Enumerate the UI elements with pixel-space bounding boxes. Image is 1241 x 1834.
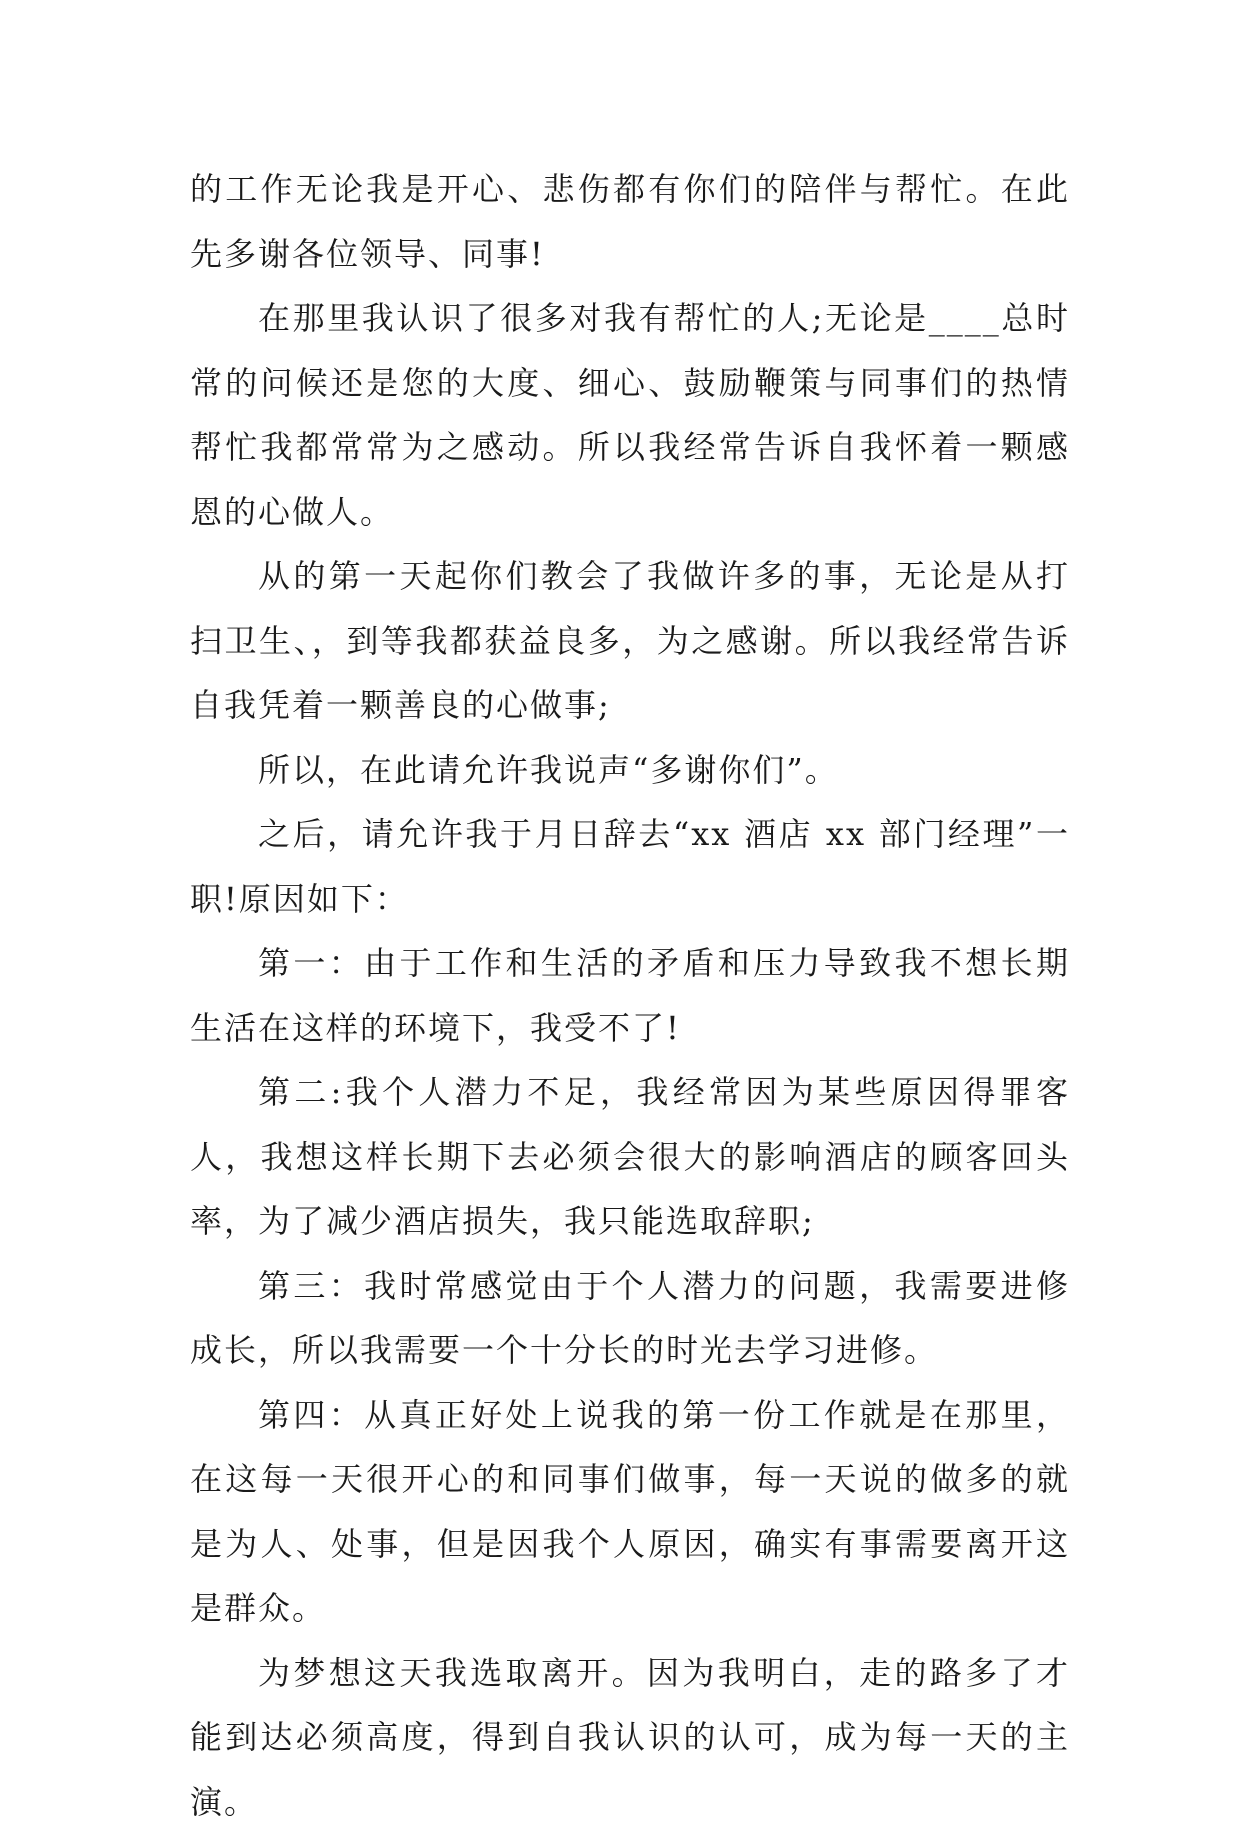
paragraph: 之后，请允许我于月日辞去“xx 酒店 xx 部门经理”一职!原因如下：: [190, 802, 1070, 931]
paragraph: 第一：由于工作和生活的矛盾和压力导致我不想长期生活在这样的环境下，我受不了!: [190, 931, 1070, 1060]
paragraph: 的工作无论我是开心、悲伤都有你们的陪伴与帮忙。在此先多谢各位领导、同事!: [190, 157, 1070, 286]
paragraph: 第二:我个人潜力不足，我经常因为某些原因得罪客人，我想这样长期下去必须会很大的影响酒店的顾客回头率，为了减少酒店损失，我只能选取辞职;: [190, 1060, 1070, 1254]
paragraph: 为梦想这天我选取离开。因为我明白，走的路多了才能到达必须高度，得到自我认识的认可，成为每一天的主演。: [190, 1641, 1070, 1834]
document-body: [190, 157, 1070, 1834]
paragraph: 第三：我时常感觉由于个人潜力的问题，我需要进修成长，所以我需要一个十分长的时光去学习进修。: [190, 1254, 1070, 1383]
paragraph: 第四：从真正好处上说我的第一份工作就是在那里，在这每一天很开心的和同事们做事，每一天说的做多的就是为人、处事，但是因我个人原因，确实有事需要离开这是群众。: [190, 1383, 1070, 1641]
paragraph: 在那里我认识了很多对我有帮忙的人;无论是____总时常的问候还是您的大度、细心、鼓励鞭策与同事们的热情帮忙我都常常为之感动。所以我经常告诉自我怀着一颗感恩的心做人。: [190, 286, 1070, 544]
paragraph: 从的第一天起你们教会了我做许多的事，无论是从打扫卫生、，到等我都获益良多，为之感谢。所以我经常告诉自我凭着一颗善良的心做事;: [190, 544, 1070, 738]
paragraph: 所以，在此请允许我说声“多谢你们”。: [190, 738, 1070, 803]
